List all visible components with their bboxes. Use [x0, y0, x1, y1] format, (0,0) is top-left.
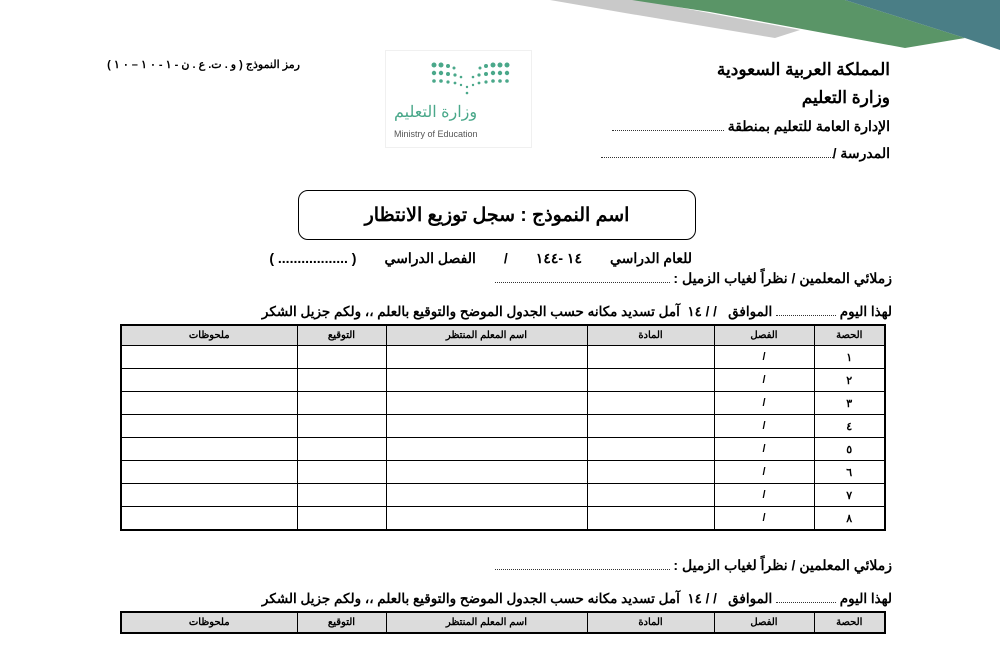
table-cell[interactable] — [386, 346, 587, 369]
table-cell[interactable] — [386, 507, 587, 531]
period-number: ٤ — [814, 415, 885, 438]
year-label: للعام الدراسي — [609, 250, 692, 266]
table-cell[interactable] — [121, 484, 297, 507]
table-cell[interactable] — [121, 438, 297, 461]
school-line — [601, 145, 890, 162]
table-cell[interactable] — [121, 369, 297, 392]
column-header: المادة — [587, 612, 714, 633]
class-cell: / — [714, 438, 814, 461]
day-blank — [776, 601, 836, 603]
column-header: ملحوظات — [121, 325, 297, 346]
table-row — [121, 392, 885, 415]
period-number: ٢ — [814, 369, 885, 392]
class-cell: / — [714, 415, 814, 438]
table-cell[interactable] — [386, 369, 587, 392]
class-cell: / — [714, 392, 814, 415]
school-label: المدرسة / — [832, 145, 890, 161]
table-cell[interactable] — [297, 484, 386, 507]
logo-dots-icon — [386, 51, 531, 101]
request-line-2 — [110, 589, 892, 609]
corresponding-label: الموافق — [728, 304, 773, 319]
colleagues-line — [110, 268, 892, 288]
class-cell: / — [714, 346, 814, 369]
corresponding-label: الموافق — [728, 591, 773, 606]
table-row — [121, 461, 885, 484]
form-body — [110, 248, 892, 634]
class-cell: / — [714, 507, 814, 531]
table-cell[interactable] — [121, 461, 297, 484]
table-header-row — [121, 612, 885, 633]
term-value: ( .................. ) — [269, 250, 357, 266]
table-row — [121, 484, 885, 507]
table-cell[interactable] — [297, 415, 386, 438]
column-header: الفصل — [714, 612, 814, 633]
ministry-title: وزارة التعليم — [801, 88, 890, 107]
school-blank — [601, 156, 833, 158]
period-number: ٧ — [814, 484, 885, 507]
table-row — [121, 369, 885, 392]
table-cell[interactable] — [386, 484, 587, 507]
period-number: ٣ — [814, 392, 885, 415]
colleagues-text: زملائي المعلمين / نظراً لغياب الزميل : — [673, 557, 892, 573]
column-header: الحصة — [814, 325, 885, 346]
class-cell: / — [714, 461, 814, 484]
request-line — [110, 302, 892, 322]
table-row — [121, 438, 885, 461]
logo-arabic-text: وزارة التعليم — [394, 104, 478, 121]
table-cell[interactable] — [297, 392, 386, 415]
form-title: اسم النموذج : سجل توزيع الانتظار — [298, 190, 696, 240]
table-cell[interactable] — [297, 346, 386, 369]
table-cell[interactable] — [297, 369, 386, 392]
table-row — [121, 415, 885, 438]
table-cell[interactable] — [386, 415, 587, 438]
table-header-row — [121, 325, 885, 346]
day-blank — [776, 314, 836, 316]
directorate-label: الإدارة العامة للتعليم بمنطقة — [727, 118, 890, 134]
column-header: المادة — [587, 325, 714, 346]
table-cell[interactable] — [386, 438, 587, 461]
year-value: ١٤ -١٤٤ — [535, 250, 582, 266]
column-header: التوقيع — [297, 325, 386, 346]
table-cell[interactable] — [587, 369, 714, 392]
column-header: الفصل — [714, 325, 814, 346]
day-label: لهذا اليوم — [839, 591, 892, 606]
table-cell[interactable] — [121, 415, 297, 438]
kingdom-title: المملكة العربية السعودية — [716, 60, 890, 79]
table-cell[interactable] — [121, 346, 297, 369]
table-cell[interactable] — [587, 438, 714, 461]
period-number: ٦ — [814, 461, 885, 484]
colleagues-line-2 — [110, 555, 892, 575]
logo-english-text: Ministry of Education — [394, 129, 478, 139]
table-cell[interactable] — [587, 484, 714, 507]
table-cell[interactable] — [297, 461, 386, 484]
table-cell[interactable] — [297, 438, 386, 461]
directorate-line — [612, 118, 890, 135]
column-header: ملحوظات — [121, 612, 297, 633]
day-label: لهذا اليوم — [839, 304, 892, 319]
year-slash: / — [503, 250, 508, 266]
date-value: / / ١٤ — [687, 591, 717, 606]
table-cell[interactable] — [121, 392, 297, 415]
year-line — [110, 248, 892, 268]
table-cell[interactable] — [587, 461, 714, 484]
colleagues-text: زملائي المعلمين / نظراً لغياب الزميل : — [673, 270, 892, 286]
ministry-logo — [385, 50, 532, 148]
term-label: الفصل الدراسي — [384, 250, 476, 266]
table-cell[interactable] — [587, 346, 714, 369]
date-value: / / ١٤ — [687, 304, 717, 319]
waiting-distribution-table — [120, 324, 886, 531]
request-text: آمل تسديد مكانه حسب الجدول الموضح والتوقيع بالعلم ،، ولكم جزيل الشكر — [261, 591, 680, 606]
table-row — [121, 507, 885, 531]
table-cell[interactable] — [587, 507, 714, 531]
absent-teacher-blank — [495, 281, 670, 283]
table-cell[interactable] — [386, 461, 587, 484]
waiting-distribution-table-2 — [120, 611, 886, 634]
absent-teacher-blank — [495, 568, 670, 570]
directorate-blank — [612, 129, 724, 131]
period-number: ١ — [814, 346, 885, 369]
table-cell[interactable] — [587, 392, 714, 415]
period-number: ٥ — [814, 438, 885, 461]
table-cell[interactable] — [587, 415, 714, 438]
column-header: اسم المعلم المنتظر — [386, 612, 587, 633]
column-header: الحصة — [814, 612, 885, 633]
form-code: رمز النموذج ( و . ت. ع . ن - ١ - ٠ ١ – ٠ ١ ) — [107, 59, 300, 71]
class-cell: / — [714, 484, 814, 507]
table-row — [121, 346, 885, 369]
request-text: آمل تسديد مكانه حسب الجدول الموضح والتوقيع بالعلم ،، ولكم جزيل الشكر — [261, 304, 680, 319]
column-header: التوقيع — [297, 612, 386, 633]
table-cell[interactable] — [386, 392, 587, 415]
table-cell[interactable] — [297, 507, 386, 531]
column-header: اسم المعلم المنتظر — [386, 325, 587, 346]
table-cell[interactable] — [121, 507, 297, 531]
class-cell: / — [714, 369, 814, 392]
period-number: ٨ — [814, 507, 885, 531]
